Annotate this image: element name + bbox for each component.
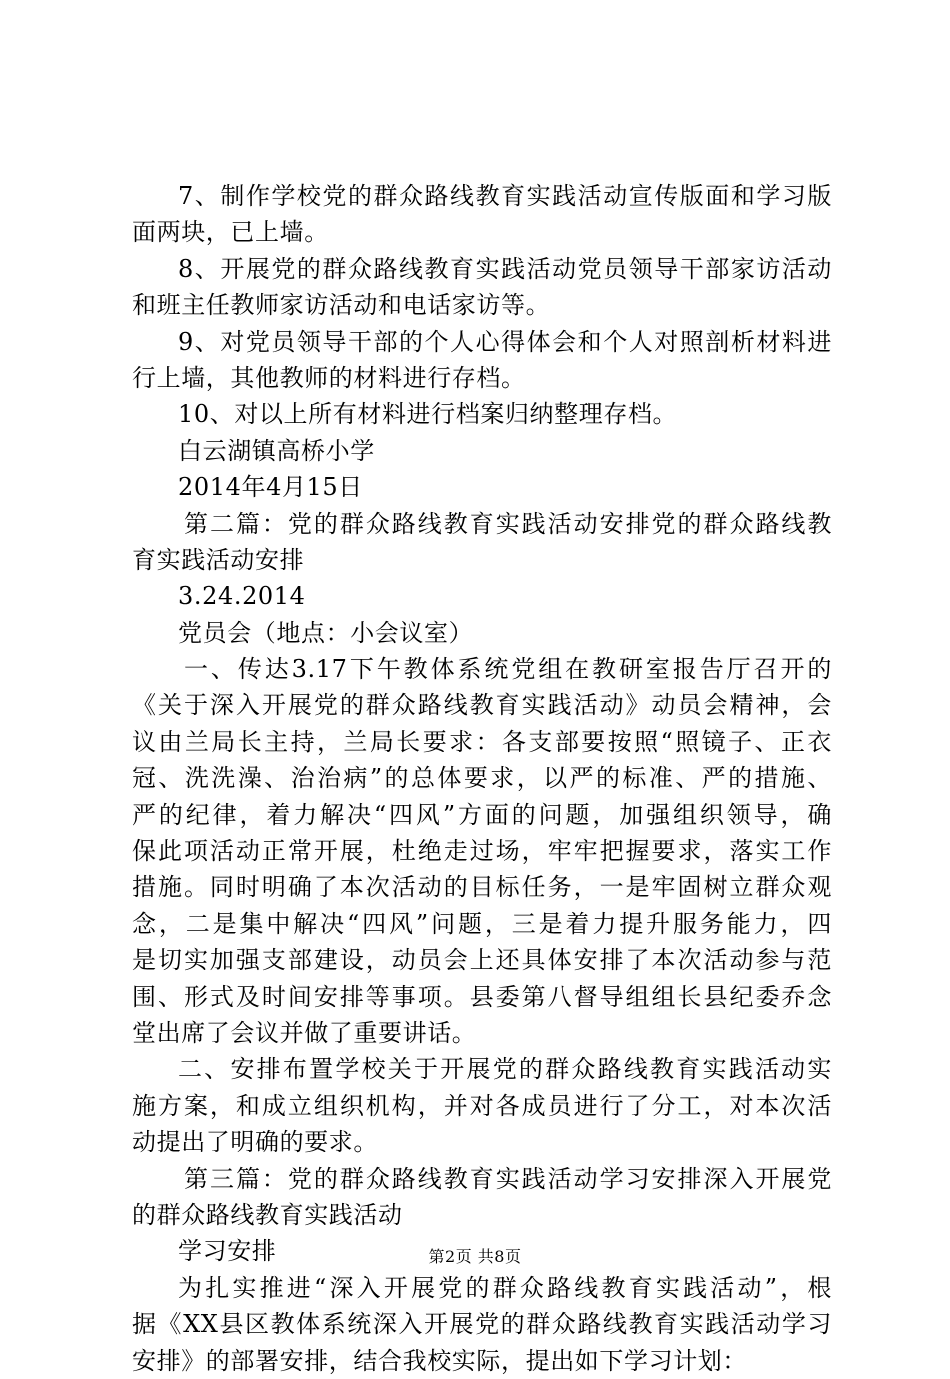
text-line: 7、制作学校党的群众路线教育实践活动宣传版面和学习版: [178, 182, 832, 210]
text-line: 动提出了明确的要求。: [132, 1128, 378, 1157]
text-line: 和班主任教师家访活动和电话家访等。: [132, 291, 551, 320]
text-line: 3.24.2014: [178, 582, 306, 611]
text-line: 白云湖镇高桥小学: [178, 436, 375, 465]
text-line: 二、安排布置学校关于开展党的群众路线教育实践活动实: [178, 1055, 832, 1084]
text-line: 堂出席了会议并做了重要讲话。: [132, 1018, 477, 1047]
document-body: [132, 178, 832, 1379]
text-line: 《关于深入开展党的群众路线教育实践活动》动员会精神，会: [132, 691, 832, 720]
text-line: 议由兰局长主持，兰局长要求：各支部要按照“照镜子、正衣: [132, 727, 832, 756]
text-line: 育实践活动安排: [132, 545, 305, 574]
text-line: 是切实加强支部建设，动员会上还具体安排了本次活动参与范: [132, 946, 832, 975]
text-line: 10、对以上所有材料进行档案归纳整理存档。: [178, 400, 678, 429]
text-line: 冠、洗洗澡、治治病”的总体要求，以严的标准、严的措施、: [132, 764, 832, 793]
text-line: 8、开展党的群众路线教育实践活动党员领导干部家访活动: [178, 254, 832, 283]
text-line: 面两块，已上墙。: [132, 218, 329, 247]
text-line: 保此项活动正常开展，杜绝走过场，牢牢把握要求，落实工作: [132, 837, 832, 866]
text-line: 学习安排: [178, 1237, 277, 1266]
text-line: 一、传达3.17下午教体系统党组在教研室报告厅召开的: [184, 655, 832, 684]
text-line: 据《XX县区教体系统深入开展党的群众路线教育实践活动学习: [132, 1310, 832, 1339]
page-footer: 第2页 共8页: [428, 1247, 522, 1266]
text-line: 2014年4月15日: [178, 473, 363, 502]
text-line: 第二篇：党的群众路线教育实践活动安排党的群众路线教: [184, 509, 832, 538]
text-line: 第三篇：党的群众路线教育实践活动学习安排深入开展党: [184, 1164, 832, 1193]
text-line: 为扎实推进“深入开展党的群众路线教育实践活动”，根: [178, 1273, 832, 1302]
text-line: 严的纪律，着力解决“四风”方面的问题，加强组织领导，确: [132, 800, 832, 829]
text-line: 行上墙，其他教师的材料进行存档。: [132, 363, 526, 392]
text-line: 党员会（地点：小会议室）: [178, 618, 474, 647]
text-line: 施方案，和成立组织机构，并对各成员进行了分工，对本次活: [132, 1091, 832, 1120]
text-line: 措施。同时明确了本次活动的目标任务，一是牢固树立群众观: [132, 873, 832, 902]
text-line: 围、形式及时间安排等事项。县委第八督导组组长县纪委乔念: [132, 982, 832, 1011]
text-line: 9、对党员领导干部的个人心得体会和个人对照剖析材料进: [178, 327, 832, 356]
text-line: 的群众路线教育实践活动: [132, 1200, 403, 1229]
text-line: 安排》的部署安排，结合我校实际，提出如下学习计划：: [132, 1346, 747, 1375]
text-line: 念，二是集中解决“四风”问题，三是着力提升服务能力，四: [132, 909, 832, 938]
